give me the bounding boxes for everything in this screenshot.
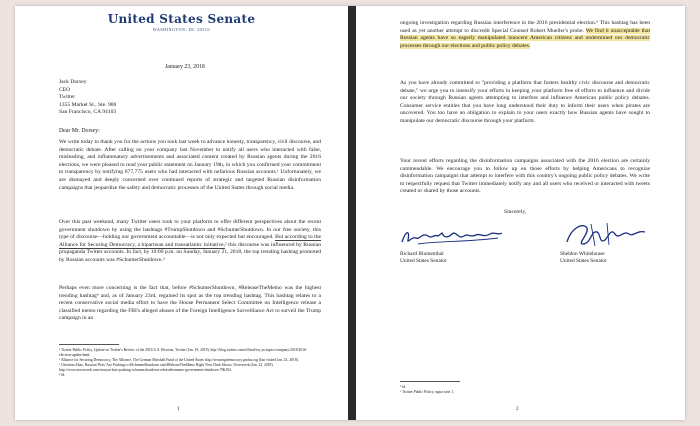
paragraph-2-text-a: Over this past weekend, many Twitter users took to your platform to offer different perspectives about the recent government shutdown by using the hashtags #TrumpShutdown and #SchumerShutdown. In our free society, this type of discourse—holding our government accountable—is not only expected but encouraged.	[59, 219, 321, 241]
paragraph-2-text-c: ² this discourse was influenced by Russian propaganda Twitter accounts. In fact, by 10:00 p.m. on Sunday, January 21, 2018, the top trending hashtag promoted by Russian accounts was #SchumerShutdown.³	[59, 241, 321, 263]
p2-paragraph-1-text: ongoing investigation regarding Russian interference in the 2016 presidential election.⁵ This hashtag has been used as yet another attempt to discredit Special Counsel Robert Mueller's probe.	[400, 20, 650, 34]
footnote-rule	[59, 344, 119, 345]
letterhead-title: United States Senate	[107, 12, 256, 26]
page-divider	[348, 6, 356, 420]
closing: Sincerely,	[504, 209, 527, 215]
footnotes-page-2: ⁵ Id. ⁶ Twitter Public Policy, supra note 1.	[400, 385, 454, 395]
signer-blumenthal: Richard Blumenthal United States Senator	[400, 251, 447, 264]
paragraph-3: Perhaps even more concerning is the fact that, before #SchumerShutdown, #ReleaseTheMemo was the highest trending hashtag⁴ and, as of January 23rd, regained its spot as the top trending hashtag. This hashtag relates to a recent conservative social media effort to have the House Permanent Select Committee on Intelligence release a classified memo regarding the FBI's alleged abuses of the Foreign Intelligence Surveillance Act to surveil the Trump campaign in an	[59, 285, 321, 322]
p2-paragraph-2: As you have already committed to "providing a platform that fosters healthy civic discourse and democratic debate," we urge you to intensify your efforts in keeping your platform free of efforts to influence and divide our society through Russian agents attempting to interfere and influence American public policy debates. Consumer service entities that you have long understood their duty to inform their users when pirates are uncovered. You too have an obligation to explain to your users exactly how Russian agents have sought to manipulate our democratic discourse through your platform.	[400, 80, 650, 124]
salutation: Dear Mr. Dorsey:	[59, 128, 100, 134]
footnote-rule-2	[400, 381, 460, 382]
p2-paragraph-3: Your recent efforts regarding the disinformation campaigns associated with the 2016 election are certainly commendable. We encourage you to follow up on those efforts by helping Americans to recognize disinformation campaigns that attempt to interfere with this country's ongoing public policy debates. We write to respectfully request that Twitter immediately notify any and all users who received or interacted with tweets created or shared by those accounts.	[400, 158, 650, 195]
signature-blumenthal	[398, 224, 508, 250]
p2-paragraph-1	[400, 20, 650, 50]
letter-date: January 23, 2018	[165, 64, 205, 70]
page-number-1: 1	[177, 407, 180, 412]
signer-whitehouse: Sheldon Whitehouse United States Senator	[560, 251, 607, 264]
paragraph-2-underlined: But according to the Alliance for Securing Democracy, a bipartisan and transatlantic initiative,	[59, 234, 321, 248]
page-1	[15, 6, 348, 420]
paragraph-1: We write today to thank you for the actions you took last week to advance honesty, transparency, civil discourse, and democratic debate. After calling on your company last November to notify all users who interacted with false, misleading, and inflammatory advertisements and associated content created by Russian agents during the 2016 elections, we were pleased to read your public statement on January 19th, in which you confirmed your commitment to transparency by notifying 677,775 users who had interacted with nefarious Russian accounts.¹ Unfortunately, we are dismayed and deeply concerned over continued reports of strategic and targeted Russian disinformation campaigns that jeopardize the safety and democratic processes of the United States through social media.	[59, 139, 321, 191]
highlighted-text: We find it unacceptable that Russian agents have so eagerly manipulated innocent American citizens and undermined our democratic processes through our elections and public policy debates.	[400, 27, 650, 49]
letterhead-subtitle: WASHINGTON, DC 20510	[152, 27, 211, 32]
signature-whitehouse	[561, 218, 651, 252]
page-2	[356, 6, 685, 420]
footnotes-page-1: ¹ Twitter Public Policy, Update on Twitter's Review of the 2016 U.S. Election, Twitter (Jan. 19, 2018), http://blog.twitter.com/official/en_us/topics/company/2018/2016-election-update.html. ² Alliance for Securing Democracy, The Alliance, The German Marshall Fund of the United States http://securingdemocracy.gmfus.org (last visited Jan. 23, 2018). ³ Christina Zhao, Russian 'Bots' Are Pushing to #SchumerShutdown and #ReleaseTheMemo Right Now Dash Shows, Newsweek (Jan. 22, 2018), http://www.newsweek.com/russian-bots-pushing-schumershutdown-releasethememo-government-shutdown-786294. ⁴ Id.	[59, 348, 308, 378]
recipient-address: Jack Dorsey CEO Twitter 1355 Market St., Ste. 900 San Francisco, CA 94103	[59, 79, 117, 116]
pdf-viewer	[15, 6, 685, 420]
page-number-2: 2	[516, 407, 519, 412]
paragraph-2	[59, 219, 321, 265]
